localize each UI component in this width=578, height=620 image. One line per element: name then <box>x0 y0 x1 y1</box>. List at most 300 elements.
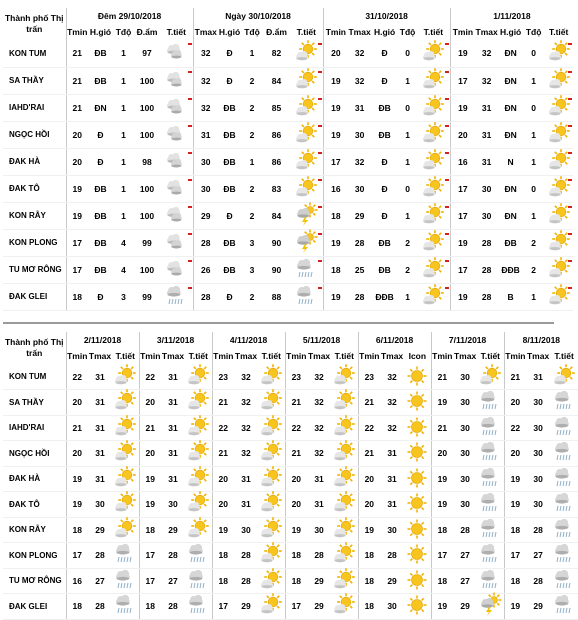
table-row <box>3 364 578 390</box>
weather-icon-cell <box>331 594 358 620</box>
sun-weather-icon <box>406 390 428 414</box>
weather-icon-cell <box>112 415 139 441</box>
partly-weather-icon <box>187 518 209 542</box>
value-cell: 19 <box>450 283 475 310</box>
value-cell: 31 <box>161 441 185 467</box>
value-cell: 18 <box>66 594 88 620</box>
weather-icon-cell <box>550 364 578 390</box>
partly-weather-icon <box>295 69 317 93</box>
date-group-header: Ngày 30/10/2018 <box>193 8 323 24</box>
date-group-header: 31/10/2018 <box>323 8 450 24</box>
value-cell: 1 <box>523 283 544 310</box>
value-cell: 32 <box>307 390 331 416</box>
value-cell: ĐB <box>218 148 241 175</box>
partly-weather-icon <box>333 543 355 567</box>
weather-icon-cell <box>185 415 212 441</box>
weather-icon-cell <box>404 543 431 569</box>
weather-icon-cell <box>258 568 285 594</box>
weather-icon-cell <box>417 283 450 310</box>
value-cell: ĐB <box>371 256 398 283</box>
weather-icon-cell <box>112 364 139 390</box>
weather-icon-cell <box>185 364 212 390</box>
weather-icon-cell <box>544 256 573 283</box>
value-cell: 21 <box>139 415 161 441</box>
value-cell: 84 <box>263 67 290 94</box>
weather-icon-cell <box>258 492 285 518</box>
value-cell: 22 <box>285 415 307 441</box>
weather-icon-cell <box>258 543 285 569</box>
value-cell: 30 <box>475 175 498 202</box>
value-cell: 19 <box>431 466 453 492</box>
table-row <box>3 543 578 569</box>
column-header: H.gió <box>89 27 112 37</box>
column-header-row <box>3 24 573 40</box>
value-cell: ĐN <box>498 40 523 67</box>
comment-marker <box>568 98 572 100</box>
city-name: ĐAK GLEI <box>3 594 66 620</box>
value-cell: ĐN <box>498 121 523 148</box>
date-group-header: 7/11/2018 <box>431 332 504 348</box>
partly-weather-icon <box>422 231 444 255</box>
value-cell: 32 <box>307 364 331 390</box>
city-name: TU MƠ RÔNG <box>3 568 66 594</box>
partly-weather-icon <box>260 569 282 593</box>
weather-icon-cell <box>417 121 450 148</box>
column-header: Tmax <box>380 351 404 361</box>
value-cell: 19 <box>323 283 348 310</box>
value-cell: ĐB <box>218 256 241 283</box>
value-cell: 32 <box>380 390 404 416</box>
date-group-header: 5/11/2018 <box>285 332 358 348</box>
weather-icon-cell <box>331 441 358 467</box>
value-cell: 18 <box>431 568 453 594</box>
value-cell: 19 <box>285 517 307 543</box>
city-name: KON TUM <box>3 364 66 390</box>
value-cell: ĐB <box>88 40 113 67</box>
storm-weather-icon <box>295 231 317 255</box>
rain-weather-icon <box>114 569 136 593</box>
date-group-header: 1/11/2018 <box>450 8 573 24</box>
value-cell: 30 <box>380 594 404 620</box>
comment-marker <box>318 71 322 73</box>
value-cell: 28 <box>475 256 498 283</box>
partly-weather-icon <box>260 492 282 516</box>
comment-marker <box>318 98 322 100</box>
value-cell: 1 <box>523 202 544 229</box>
group-header-row <box>3 8 573 24</box>
value-cell: 1 <box>398 67 417 94</box>
partly-weather-icon <box>553 365 575 389</box>
comment-marker <box>188 43 192 45</box>
cloud-weather-icon <box>165 231 187 255</box>
column-header: Tmin <box>504 348 526 364</box>
weather-icon-cell <box>290 229 323 256</box>
city-name: KON PLONG <box>3 543 66 569</box>
column-header: Tmin <box>358 348 380 364</box>
table-row <box>3 415 578 441</box>
value-cell: 4 <box>113 256 134 283</box>
value-cell: 21 <box>66 40 88 67</box>
partly-weather-icon <box>422 96 444 120</box>
value-cell: 31 <box>307 466 331 492</box>
partly-weather-icon <box>260 467 282 491</box>
column-header: Tmax <box>193 24 218 40</box>
value-cell: 0 <box>523 94 544 121</box>
value-cell: 30 <box>526 441 550 467</box>
sun-weather-icon <box>406 543 428 567</box>
value-cell: 32 <box>193 67 218 94</box>
city-name: ĐAK TÔ <box>3 492 66 518</box>
rain-weather-icon <box>165 285 187 309</box>
city-name: ĐAK HÀ <box>3 466 66 492</box>
value-cell: 30 <box>380 517 404 543</box>
partly-weather-icon <box>422 204 444 228</box>
weather-icon-cell <box>185 466 212 492</box>
partly-weather-icon <box>548 231 570 255</box>
weather-icon-cell <box>331 543 358 569</box>
partly-weather-icon <box>260 416 282 440</box>
value-cell: B <box>498 283 523 310</box>
weather-icon-cell <box>404 517 431 543</box>
value-cell: 17 <box>66 256 88 283</box>
weather-icon-cell <box>550 492 578 518</box>
value-cell: 18 <box>139 517 161 543</box>
value-cell: 32 <box>193 40 218 67</box>
comment-marker <box>188 206 192 208</box>
value-cell: 18 <box>358 594 380 620</box>
partly-weather-icon <box>422 123 444 147</box>
weather-icon-cell <box>112 543 139 569</box>
weather-icon-cell <box>160 148 193 175</box>
value-cell: 18 <box>285 543 307 569</box>
weather-icon-cell <box>417 256 450 283</box>
value-cell: 31 <box>475 121 498 148</box>
column-header: Icon <box>408 351 427 361</box>
value-cell: ĐB <box>371 229 398 256</box>
table-row <box>3 283 573 310</box>
date-group-header: 6/11/2018 <box>358 332 431 348</box>
partly-weather-icon <box>260 594 282 618</box>
value-cell: ĐB <box>88 67 113 94</box>
weather-icon-cell <box>331 466 358 492</box>
weather-icon-cell <box>544 175 573 202</box>
value-cell: 28 <box>453 517 477 543</box>
value-cell: 31 <box>88 441 112 467</box>
partly-weather-icon <box>422 258 444 282</box>
column-header: T.tiết <box>554 351 574 361</box>
value-cell: 1 <box>113 121 134 148</box>
weather-icon-cell <box>331 568 358 594</box>
partly-weather-icon <box>422 69 444 93</box>
value-cell: 31 <box>161 390 185 416</box>
column-header: Tmax <box>348 27 371 37</box>
partly-weather-icon <box>260 441 282 465</box>
partly-weather-icon <box>422 150 444 174</box>
city-name: SA THẦY <box>3 390 66 416</box>
table-row <box>3 229 573 256</box>
weather-icon-cell <box>258 441 285 467</box>
comment-marker <box>445 43 449 45</box>
weather-icon-cell <box>550 441 578 467</box>
rain-weather-icon <box>479 492 501 516</box>
value-cell: 21 <box>358 441 380 467</box>
table-row <box>3 67 573 94</box>
value-cell: 2 <box>241 175 263 202</box>
value-cell: 31 <box>475 94 498 121</box>
forecast-table-long-term <box>3 322 574 614</box>
value-cell: 31 <box>348 94 371 121</box>
rain-weather-icon <box>553 492 575 516</box>
value-cell: 85 <box>263 94 290 121</box>
weather-icon-cell <box>112 594 139 620</box>
weather-icon-cell <box>112 492 139 518</box>
value-cell: 18 <box>66 517 88 543</box>
value-cell: 28 <box>475 229 498 256</box>
value-cell: 30 <box>348 121 371 148</box>
weather-icon-cell <box>550 390 578 416</box>
partly-weather-icon <box>333 594 355 618</box>
date-group-header: 4/11/2018 <box>212 332 285 348</box>
value-cell: ĐB <box>88 256 113 283</box>
value-cell: ĐB <box>218 94 241 121</box>
value-cell: 22 <box>66 364 88 390</box>
value-cell: 2 <box>398 229 417 256</box>
value-cell: 20 <box>139 441 161 467</box>
faded-header-strip <box>3 324 554 332</box>
value-cell: 17 <box>450 202 475 229</box>
value-cell: 90 <box>263 229 290 256</box>
value-cell: Đ <box>371 40 398 67</box>
value-cell: 26 <box>193 256 218 283</box>
value-cell: 19 <box>323 94 348 121</box>
partly-weather-icon <box>548 41 570 65</box>
value-cell: 18 <box>139 594 161 620</box>
value-cell: 17 <box>323 148 348 175</box>
value-cell: 1 <box>113 40 134 67</box>
value-cell: 21 <box>431 364 453 390</box>
weather-icon-cell <box>404 492 431 518</box>
faded-header-strip <box>3 0 554 8</box>
date-group-header: 8/11/2018 <box>504 332 578 348</box>
city-name: KON RẪY <box>3 202 66 229</box>
table-row <box>3 390 578 416</box>
value-cell: 1 <box>113 94 134 121</box>
comment-marker <box>445 233 449 235</box>
value-cell: 25 <box>348 256 371 283</box>
column-header: Đ.ẩm <box>136 27 158 37</box>
partly-weather-icon <box>422 285 444 309</box>
value-cell: 17 <box>66 543 88 569</box>
value-cell: 31 <box>526 364 550 390</box>
value-cell: 28 <box>526 517 550 543</box>
city-column-header: Thành phố Thị trấn <box>4 337 64 358</box>
column-header: Tmin <box>323 24 348 40</box>
rain-weather-icon <box>187 594 209 618</box>
rain-weather-icon <box>479 441 501 465</box>
column-header: T.tiết <box>115 351 135 361</box>
sun-weather-icon <box>406 416 428 440</box>
column-header: Đ.ẩm <box>266 27 287 37</box>
value-cell: 82 <box>263 40 290 67</box>
column-header: Tmin <box>431 348 453 364</box>
value-cell: 1 <box>398 202 417 229</box>
value-cell: Đ <box>88 121 113 148</box>
partly-weather-icon <box>548 96 570 120</box>
value-cell: 29 <box>161 517 185 543</box>
value-cell: 17 <box>450 175 475 202</box>
weather-icon-cell <box>477 390 504 416</box>
value-cell: 21 <box>285 441 307 467</box>
value-cell: ĐN <box>498 202 523 229</box>
table-row <box>3 148 573 175</box>
value-cell: 18 <box>212 568 234 594</box>
value-cell: 21 <box>285 390 307 416</box>
cloud-weather-icon <box>165 258 187 282</box>
value-cell: 30 <box>453 415 477 441</box>
weather-icon-cell <box>404 364 431 390</box>
weather-icon-cell <box>477 517 504 543</box>
weather-icon-cell <box>544 94 573 121</box>
weather-icon-cell <box>112 517 139 543</box>
value-cell: 29 <box>307 568 331 594</box>
comment-marker <box>318 260 322 262</box>
value-cell: 28 <box>88 543 112 569</box>
value-cell: 19 <box>66 492 88 518</box>
value-cell: 30 <box>234 517 258 543</box>
comment-marker <box>568 287 572 289</box>
comment-marker <box>568 179 572 181</box>
value-cell: 32 <box>234 390 258 416</box>
weather-icon-cell <box>112 441 139 467</box>
value-cell: 20 <box>66 148 88 175</box>
column-header: T.tiết <box>548 27 569 37</box>
weather-icon-cell <box>290 94 323 121</box>
weather-icon-cell <box>160 175 193 202</box>
value-cell: N <box>498 148 523 175</box>
value-cell: 28 <box>307 543 331 569</box>
table-row <box>3 256 573 283</box>
value-cell: 4 <box>113 229 134 256</box>
weather-icon-cell <box>160 67 193 94</box>
value-cell: 28 <box>161 594 185 620</box>
column-header: Tmax <box>307 351 331 361</box>
partly-weather-icon <box>333 569 355 593</box>
value-cell: ĐB <box>218 229 241 256</box>
weather-icon-cell <box>404 415 431 441</box>
value-cell: 19 <box>66 202 88 229</box>
value-cell: 99 <box>134 229 160 256</box>
value-cell: 29 <box>348 202 371 229</box>
comment-marker <box>318 152 322 154</box>
value-cell: Đ <box>371 67 398 94</box>
value-cell: 19 <box>431 492 453 518</box>
weather-icon-cell <box>331 364 358 390</box>
value-cell: 31 <box>88 415 112 441</box>
value-cell: 30 <box>88 492 112 518</box>
value-cell: 3 <box>241 256 263 283</box>
partly-weather-icon <box>114 467 136 491</box>
weather-icon-cell <box>185 441 212 467</box>
value-cell: 32 <box>348 148 371 175</box>
value-cell: 100 <box>134 121 160 148</box>
partly-weather-icon <box>548 69 570 93</box>
column-header: T.tiết <box>166 27 186 37</box>
value-cell: 16 <box>450 148 475 175</box>
weather-icon-cell <box>290 148 323 175</box>
column-header: Tđộ <box>399 27 416 37</box>
value-cell: 17 <box>504 543 526 569</box>
value-cell: 32 <box>234 415 258 441</box>
weather-icon-cell <box>290 121 323 148</box>
value-cell: 19 <box>323 67 348 94</box>
value-cell: 21 <box>358 390 380 416</box>
value-cell: 90 <box>263 256 290 283</box>
column-header: T.tiết <box>423 27 444 37</box>
value-cell: Đ <box>88 283 113 310</box>
value-cell: 20 <box>450 121 475 148</box>
value-cell: 3 <box>241 229 263 256</box>
value-cell: 31 <box>307 492 331 518</box>
comment-marker <box>568 260 572 262</box>
value-cell: 19 <box>504 594 526 620</box>
column-header: Tmin <box>212 348 234 364</box>
value-cell: 22 <box>358 415 380 441</box>
value-cell: 84 <box>263 202 290 229</box>
city-name: IAHD'RAI <box>3 415 66 441</box>
value-cell: 21 <box>212 441 234 467</box>
city-name: IAHD'RAI <box>3 94 66 121</box>
value-cell: 30 <box>526 466 550 492</box>
value-cell: 0 <box>398 175 417 202</box>
table-row <box>3 40 573 67</box>
partly-weather-icon <box>187 390 209 414</box>
value-cell: ĐB <box>88 202 113 229</box>
value-cell: 30 <box>193 175 218 202</box>
column-header: Tmax <box>161 351 185 361</box>
value-cell: 1 <box>398 283 417 310</box>
value-cell: 29 <box>193 202 218 229</box>
weather-icon-cell <box>160 121 193 148</box>
value-cell: 20 <box>212 492 234 518</box>
value-cell: ĐB <box>218 121 241 148</box>
value-cell: 20 <box>358 466 380 492</box>
value-cell: 3 <box>113 283 134 310</box>
partly-weather-icon <box>333 518 355 542</box>
value-cell: 19 <box>431 594 453 620</box>
value-cell: 32 <box>307 415 331 441</box>
value-cell: 100 <box>134 202 160 229</box>
column-header-row <box>3 348 578 364</box>
value-cell: Đ <box>371 175 398 202</box>
value-cell: 18 <box>504 568 526 594</box>
weather-icon-cell <box>331 517 358 543</box>
value-cell: Đ <box>218 67 241 94</box>
rain-weather-icon <box>479 543 501 567</box>
table-row <box>3 466 578 492</box>
city-name: SA THẦY <box>3 67 66 94</box>
weather-icon-cell <box>160 256 193 283</box>
value-cell: 19 <box>212 517 234 543</box>
weather-icon-cell <box>112 466 139 492</box>
value-cell: 31 <box>234 466 258 492</box>
comment-marker <box>318 287 322 289</box>
rain-weather-icon <box>553 543 575 567</box>
value-cell: 29 <box>88 517 112 543</box>
value-cell: 27 <box>453 543 477 569</box>
value-cell: Đ <box>218 283 241 310</box>
value-cell: 30 <box>453 441 477 467</box>
value-cell: 32 <box>380 415 404 441</box>
